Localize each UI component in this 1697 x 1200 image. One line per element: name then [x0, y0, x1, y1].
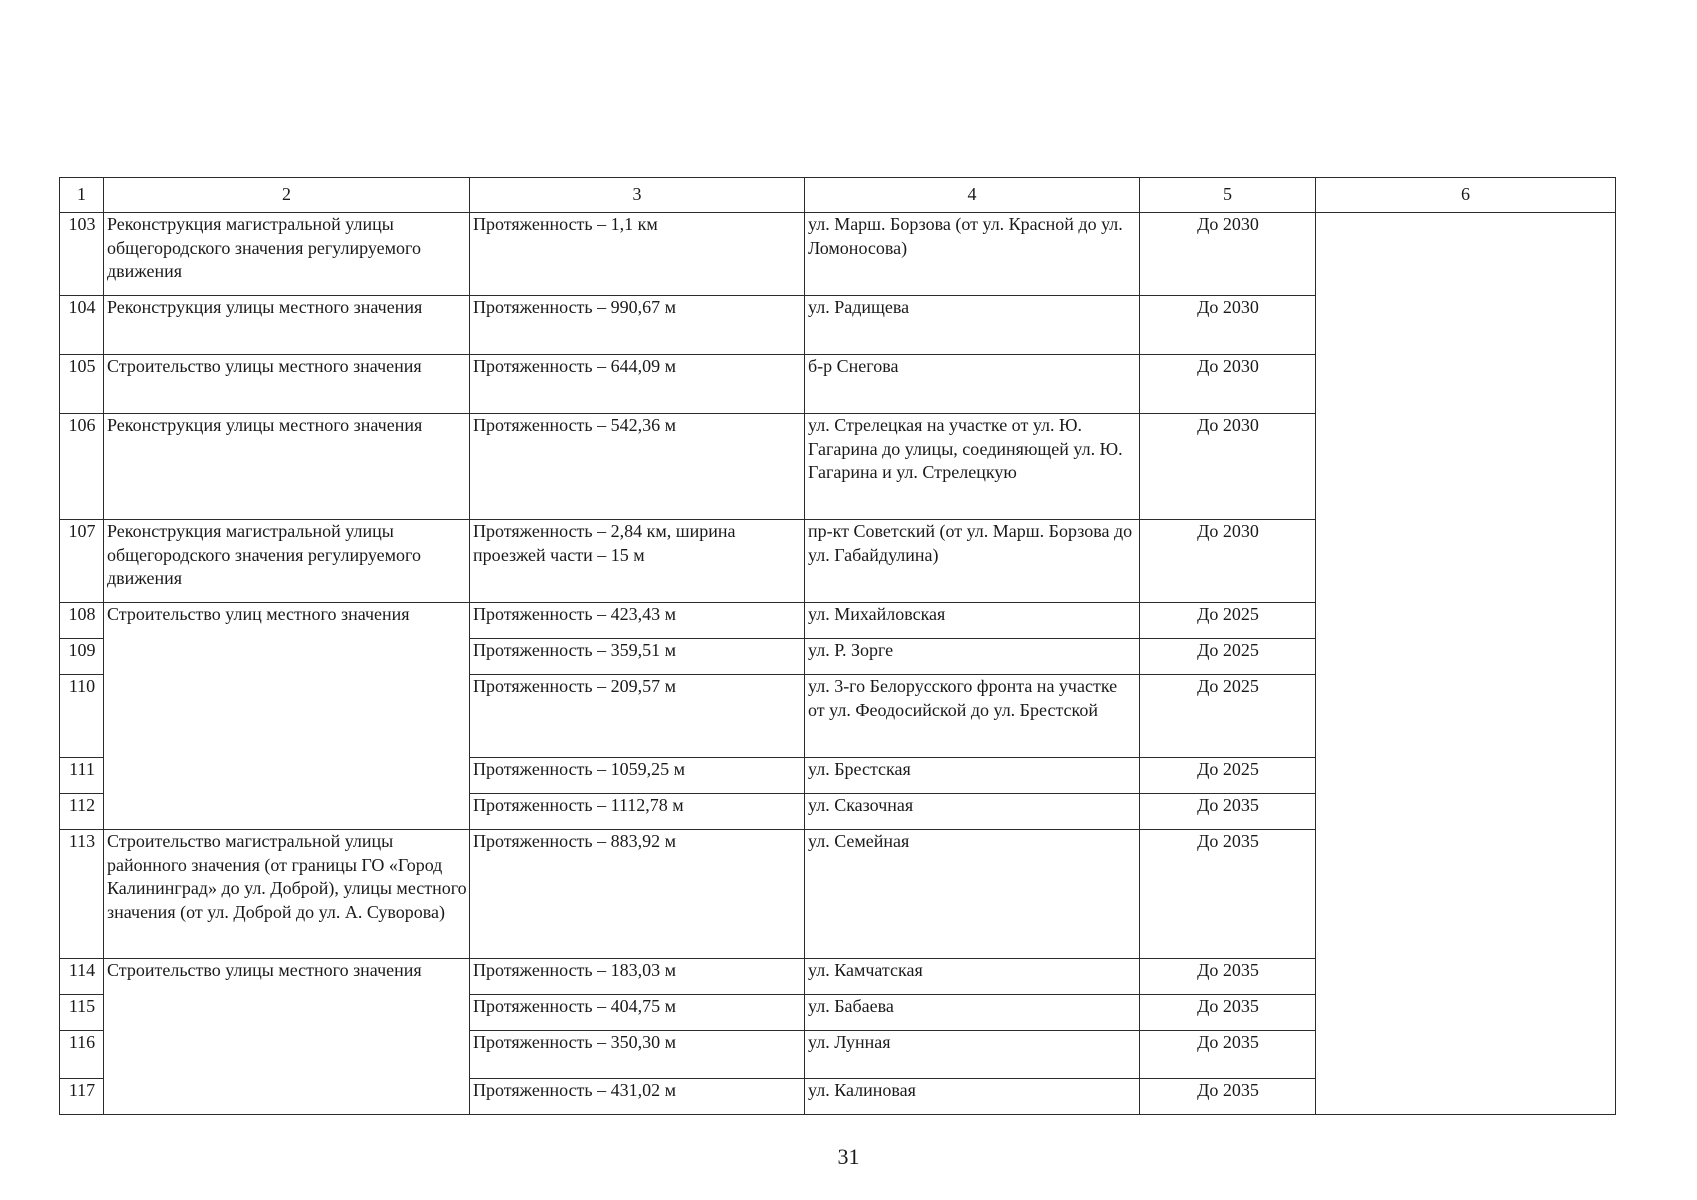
row-number: 103 [60, 213, 104, 296]
project-location: ул. Р. Зорге [805, 639, 1140, 675]
row-number: 109 [60, 639, 104, 675]
project-name: Реконструкция улицы местного значения [104, 414, 470, 520]
project-parameter: Протяженность – 990,67 м [470, 296, 805, 355]
table-row [60, 213, 1616, 296]
header-row [60, 178, 1616, 213]
project-parameter: Протяженность – 542,36 м [470, 414, 805, 520]
project-name: Строительство улицы местного значения [104, 355, 470, 414]
project-term: До 2035 [1140, 830, 1316, 959]
row-number: 110 [60, 675, 104, 758]
header-col-1: 1 [60, 178, 104, 213]
row-number: 104 [60, 296, 104, 355]
project-parameter: Протяженность – 1,1 км [470, 213, 805, 296]
row-number: 108 [60, 603, 104, 639]
project-location: пр-кт Советский (от ул. Марш. Борзова до ул. Габайдулина) [805, 520, 1140, 603]
project-term: До 2035 [1140, 959, 1316, 995]
project-parameter: Протяженность – 350,30 м [470, 1031, 805, 1079]
row-number: 115 [60, 995, 104, 1031]
project-parameter: Протяженность – 431,02 м [470, 1079, 805, 1115]
project-parameter: Протяженность – 359,51 м [470, 639, 805, 675]
empty-column-6 [1316, 213, 1616, 1115]
project-parameter: Протяженность – 1112,78 м [470, 794, 805, 830]
project-term: До 2035 [1140, 794, 1316, 830]
project-term: До 2025 [1140, 603, 1316, 639]
project-term: До 2035 [1140, 1031, 1316, 1079]
project-location: б-р Снегова [805, 355, 1140, 414]
project-parameter: Протяженность – 209,57 м [470, 675, 805, 758]
project-parameter: Протяженность – 1059,25 м [470, 758, 805, 794]
project-location: ул. Стрелецкая на участке от ул. Ю. Гагарина до улицы, соединяющей ул. Ю. Гагарина и ул. Стрелецкую [805, 414, 1140, 520]
project-term: До 2030 [1140, 520, 1316, 603]
project-location: ул. 3-го Белорусского фронта на участке от ул. Феодосийской до ул. Брестской [805, 675, 1140, 758]
project-parameter: Протяженность – 183,03 м [470, 959, 805, 995]
project-name: Строительство улиц местного значения [104, 603, 470, 830]
project-location: ул. Сказочная [805, 794, 1140, 830]
project-location: ул. Калиновая [805, 1079, 1140, 1115]
project-term: До 2030 [1140, 213, 1316, 296]
project-location: ул. Радищева [805, 296, 1140, 355]
project-location: ул. Михайловская [805, 603, 1140, 639]
header-col-5: 5 [1140, 178, 1316, 213]
header-col-3: 3 [470, 178, 805, 213]
project-location: ул. Семейная [805, 830, 1140, 959]
project-location: ул. Камчатская [805, 959, 1140, 995]
row-number: 112 [60, 794, 104, 830]
project-term: До 2030 [1140, 414, 1316, 520]
project-location: ул. Брестская [805, 758, 1140, 794]
row-number: 113 [60, 830, 104, 959]
row-number: 114 [60, 959, 104, 995]
page-number: 31 [837, 1144, 860, 1169]
project-parameter: Протяженность – 2,84 км, ширина проезжей части – 15 м [470, 520, 805, 603]
project-location: ул. Лунная [805, 1031, 1140, 1079]
project-term: До 2025 [1140, 639, 1316, 675]
header-col-4: 4 [805, 178, 1140, 213]
project-name: Реконструкция магистральной улицы общегородского значения регулируемого движения [104, 520, 470, 603]
row-number: 106 [60, 414, 104, 520]
project-name: Реконструкция улицы местного значения [104, 296, 470, 355]
row-number: 105 [60, 355, 104, 414]
project-term: До 2030 [1140, 296, 1316, 355]
project-location: ул. Бабаева [805, 995, 1140, 1031]
project-parameter: Протяженность – 423,43 м [470, 603, 805, 639]
project-term: До 2025 [1140, 758, 1316, 794]
row-number: 117 [60, 1079, 104, 1115]
project-term: До 2035 [1140, 995, 1316, 1031]
project-name: Строительство улицы местного значения [104, 959, 470, 1115]
project-parameter: Протяженность – 644,09 м [470, 355, 805, 414]
row-number: 111 [60, 758, 104, 794]
project-term: До 2030 [1140, 355, 1316, 414]
row-number: 116 [60, 1031, 104, 1079]
project-location: ул. Марш. Борзова (от ул. Красной до ул. Ломоносова) [805, 213, 1140, 296]
project-term: До 2035 [1140, 1079, 1316, 1115]
project-term: До 2025 [1140, 675, 1316, 758]
project-name: Реконструкция магистральной улицы общегородского значения регулируемого движения [104, 213, 470, 296]
project-parameter: Протяженность – 404,75 м [470, 995, 805, 1031]
project-parameter: Протяженность – 883,92 м [470, 830, 805, 959]
row-number: 107 [60, 520, 104, 603]
header-col-6: 6 [1316, 178, 1616, 213]
header-col-2: 2 [104, 178, 470, 213]
projects-table [59, 177, 1616, 1115]
project-name: Строительство магистральной улицы районного значения (от границы ГО «Город Калининград» до ул. Доброй), улицы местного значения (от ул. Доброй до ул. А. Суворова) [104, 830, 470, 959]
